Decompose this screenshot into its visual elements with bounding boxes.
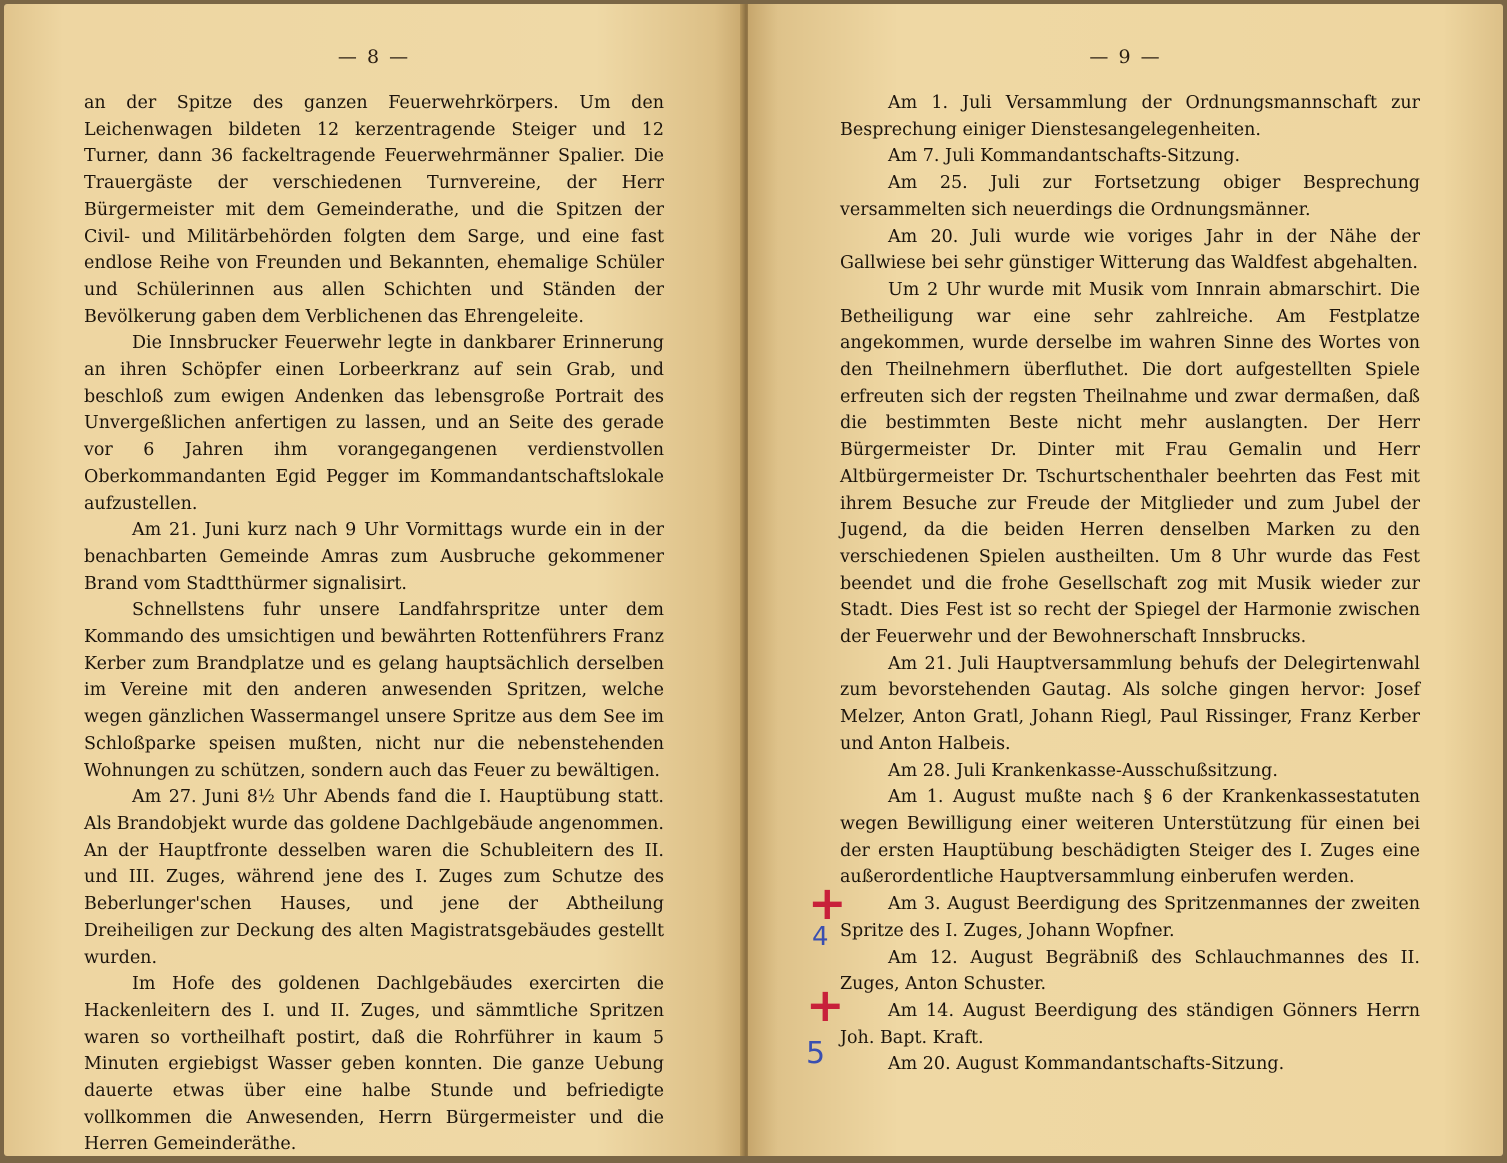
paragraph: Am 14. August Beerdigung des ständigen Gönners Herrn Joh. Bapt. Kraft. (840, 1000, 1420, 1048)
paragraph: Im Hofe des goldenen Dachlgebäudes exercirten die Hackenleitern des I. und II. Zuges, und sämmtliche Spritzen waren so vortheilhaft postirt, daß die Rohrführer in kaum 5 Minuten ergiebigst Wasser geben konnten. Die ganze Uebung dauerte etwas über eine halbe Stunde und befriedigte vollkommen die Anwesenden, Herrn Bürgermeister und die Herren Gemeinderäthe. (84, 974, 664, 1155)
page-number: — 8 — (337, 46, 411, 68)
handwritten-cross-mark: + (808, 876, 847, 930)
page-number: — 9 — (1089, 46, 1162, 68)
paragraph: Am 27. Juni 8½ Uhr Abends fand die I. Hauptübung statt. Als Brandobjekt wurde das goldene Dachlgebäude angenommen. An der Hauptfronte desselben waren die Schubleitern des II. und III. Zuges, während jene des I. Zuges zum Schutze des Beberlunger'schen Hauses, und jene der Abtheilung Dreiheiligen zur Deckung des alten Magistratsgebäudes gestellt wurden. (84, 787, 664, 968)
handwritten-number: 4 (812, 922, 829, 952)
paragraph: Am 21. Juli Hauptversammlung behufs der Delegirtenwahl zum bevorstehenden Gautag. Als solche gingen hervor: Josef Melzer, Anton Gratl, Johann Riegl, Paul Rissinger, Franz Kerber und Anton Halbeis. (840, 653, 1420, 754)
paragraph: Um 2 Uhr wurde mit Musik vom Innrain abmarschirt. Die Betheiligung war eine sehr zahlreiche. Am Festplatze angekommen, wurde derselbe im wahren Sinne des Wortes von den Theilnehmern überfluthet. Die dort aufgestellten Spiele erfreuten sich der regsten Theilnahme und zwar dermaßen, daß die bestimmten Beste nicht mehr auslangten. Der Herr Bürgermeister Dr. Dinter mit Frau Gemalin und Herr Altbürgermeister Dr. Tschurtschenthaler beehrten das Fest mit ihrem Besuche zur Freude der Mitglieder und zum Jubel der Jugend, da die beiden Herren denselben Marken zu den verschiedenen Spielen austheilten. Um 8 Uhr wurde das Fest beendet und die frohe Gesellschaft zog mit Musik wieder zur Stadt. Dies Fest ist so recht der Spiegel der Harmonie zwischen der Feuerwehr und der Bewohnerschaft Innsbrucks. (840, 279, 1420, 648)
left-page (4, 4, 744, 1156)
paragraph: Am 25. Juli zur Fortsetzung obiger Besprechung versammelten sich neuerdings die Ordnungsmänner. (840, 173, 1420, 220)
paragraph: Am 1. August mußte nach § 6 der Krankenkassestatuten wegen Bewilligung einer weiteren Unterstützung für einen bei der ersten Hauptübung beschädigten Steiger des I. Zuges eine außerordentliche Hauptversammlung einberufen werden. (840, 787, 1420, 888)
handwritten-number: 5 (806, 1036, 826, 1071)
paragraph: Am 28. Juli Krankenkasse-Ausschußsitzung. (888, 760, 1278, 781)
paragraph: Am 3. August Beerdigung des Spritzenmannes der zweiten Spritze des I. Zuges, Johann Wopfner. (840, 894, 1420, 941)
paragraph: Am 1. Juli Versammlung der Ordnungsmannschaft zur Besprechung einiger Dienstesangelegenheiten. (840, 93, 1420, 140)
paragraph: Am 21. Juni kurz nach 9 Uhr Vormittags wurde ein in der benachbarten Gemeinde Amras zum Ausbruche gekommener Brand vom Stadtthürmer signalisirt. (84, 520, 664, 594)
paragraph: Am 20. August Kommandantschafts-Sitzung. (888, 1054, 1285, 1075)
paragraph: Die Innsbrucker Feuerwehr legte in dankbarer Erinnerung an ihren Schöpfer einen Lorbeerkranz auf sein Grab, und beschloß zum ewigen Andenken das lebensgroße Portrait des Unvergeßlichen anfertigen zu lassen, und an Seite des gerade vor 6 Jahren ihm vorangegangenen verdienstvollen Oberkommandanten Egid Pegger im Kommandantschaftslokale aufzustellen. (84, 333, 664, 514)
handwritten-cross-mark: + (806, 978, 845, 1032)
paragraph: Am 7. Juli Kommandantschafts-Sitzung. (888, 146, 1241, 167)
paragraph: Am 20. Juli wurde wie voriges Jahr in der Nähe der Gallwiese bei sehr günstiger Witterung das Waldfest abgehalten. (840, 226, 1420, 274)
page-text (84, 90, 664, 1158)
paragraph: Schnellstens fuhr unsere Landfahrspritze unter dem Kommando des umsichtigen und bewährten Rottenführers Franz Kerber zum Brandplatze und es gelang hauptsächlich derselben im Vereine mit den anderen anwesenden Spritzen, welche wegen gänzlichen Wassermangel unsere Spritze aus dem See im Schloßparke speisen mußten, nicht nur die nebenstehenden Wohnungen zu schützen, sondern auch das Feuer zu bewältigen. (84, 600, 664, 781)
paragraph: Am 12. August Begräbniß des Schlauchmannes des II. Zuges, Anton Schuster. (840, 947, 1420, 995)
paragraph: an der Spitze des ganzen Feuerwehrkörpers. Um den Leichenwagen bildeten 12 kerzentragende Steiger und 12 Turner, dann 36 fackeltragende Feuerwehrmänner Spalier. Die Trauergäste der verschiedenen Turnvereine, der Herr Bürgermeister mit dem Gemeinderathe, und die Spitzen der Civil- und Militärbehörden folgten dem Sarge, und eine fast endlose Reihe von Freunden und Bekannten, ehemalige Schüler und Schülerinnen aus allen Schichten und Ständen der Bevölkerung gaben dem Verblichenen das Ehrengeleite. (84, 93, 664, 327)
page-text (840, 90, 1420, 1078)
right-page (748, 4, 1503, 1156)
